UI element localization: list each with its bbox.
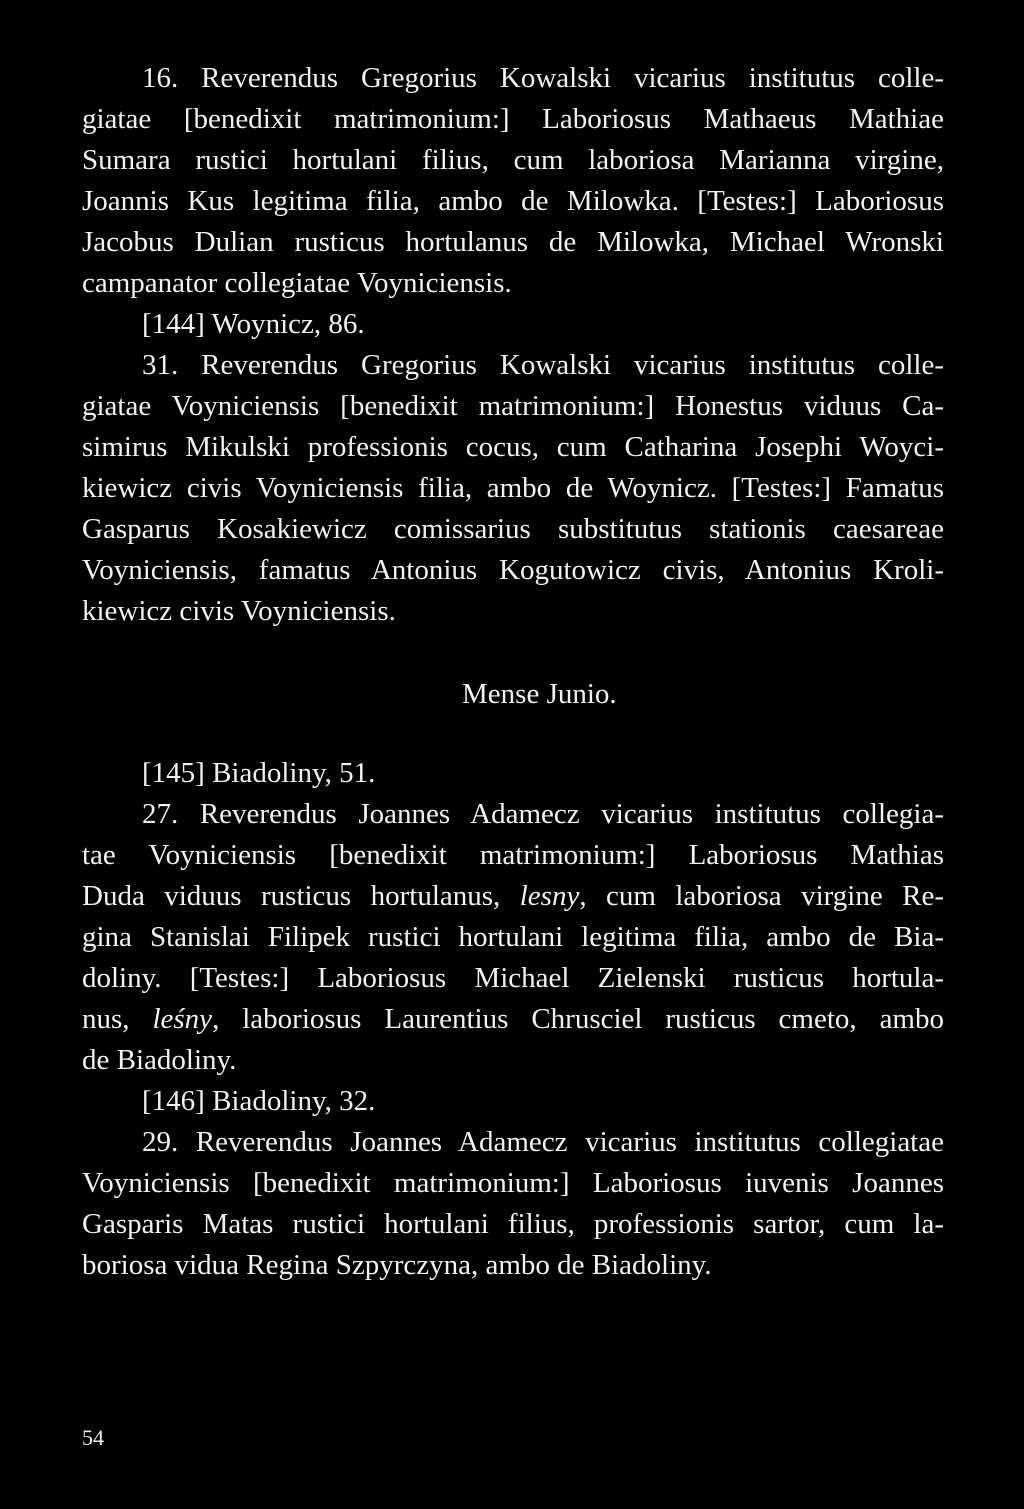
entry-line: 31. Reverendus Gregorius Kowalski vicarius institutus colle- (142, 349, 944, 381)
entry-line: 27. Reverendus Joannes Adamecz vicarius institutus collegia- (142, 798, 944, 830)
entry-line: Gasparus Kosakiewicz comissarius substitutus stationis caesareae (82, 513, 944, 545)
entry-16 (82, 58, 944, 304)
page-number: 54 (82, 1425, 104, 1450)
entry-line: giatae [benedixit matrimonium:] Laboriosus Mathaeus Mathiae (82, 103, 944, 135)
entry-line: Gasparis Matas rustici hortulani filius, professionis sartor, cum la- (82, 1208, 944, 1240)
entry-line: Voyniciensis, famatus Antonius Kogutowicz civis, Antonius Kroli- (82, 554, 944, 586)
entry-146 (82, 1081, 944, 1286)
entry-line: 16. Reverendus Gregorius Kowalski vicarius institutus colle- (142, 62, 944, 94)
entry-line: tae Voyniciensis [benedixit matrimonium:] Laboriosus Mathias (82, 839, 944, 871)
entry-text: Duda viduus rusticus hortulanus, (82, 880, 520, 912)
entry-line: 29. Reverendus Joannes Adamecz vicarius institutus collegiatae (142, 1126, 944, 1158)
entry-header: [146] Biadoliny, 32. (142, 1085, 376, 1117)
entry-line: giatae Voyniciensis [benedixit matrimonium:] Honestus viduus Ca- (82, 390, 944, 422)
entry-text: nus, (82, 1003, 153, 1035)
entry-header: [144] Woynicz, 86. (142, 308, 365, 340)
entry-line: simirus Mikulski professionis cocus, cum Catharina Josephi Woyci- (82, 431, 944, 463)
entry-line: gina Stanislai Filipek rustici hortulani legitima filia, ambo de Bia- (82, 921, 944, 953)
entry-line: doliny. [Testes:] Laboriosus Michael Zielenski rusticus hortula- (82, 962, 944, 994)
entry-line: Jacobus Dulian rusticus hortulanus de Milowka, Michael Wronski (82, 226, 944, 258)
month-heading: Mense Junio. (462, 678, 617, 710)
entry-line: boriosa vidua Regina Szpyrczyna, ambo de Biadoliny. (82, 1249, 712, 1281)
entry-line: Voyniciensis [benedixit matrimonium:] Laboriosus iuvenis Joannes (82, 1167, 944, 1199)
entry-line (82, 999, 944, 1040)
italic-word: leśny (152, 1003, 213, 1035)
entry-text: , cum laboriosa virgine Re- (579, 880, 944, 912)
entry-line: de Biadoliny. (82, 1044, 237, 1076)
entry-line: kiewicz civis Voyniciensis. (82, 595, 396, 627)
entry-145 (82, 753, 944, 1081)
entry-line: Joannis Kus legitima filia, ambo de Milowka. [Testes:] Laboriosus (82, 185, 944, 217)
italic-word: lesny (519, 880, 580, 912)
entry-line: Sumara rustici hortulani filius, cum laboriosa Marianna virgine, (82, 144, 944, 176)
entry-144 (82, 304, 944, 632)
entry-header: [145] Biadoliny, 51. (142, 757, 376, 789)
entry-line (82, 876, 944, 917)
entry-line: campanator collegiatae Voyniciensis. (82, 267, 512, 299)
entry-text: , laboriosus Laurentius Chrusciel rusticus cmeto, ambo (212, 1003, 944, 1035)
entry-line: kiewicz civis Voyniciensis filia, ambo de Woynicz. [Testes:] Famatus (82, 472, 944, 504)
document-body (82, 58, 944, 1286)
